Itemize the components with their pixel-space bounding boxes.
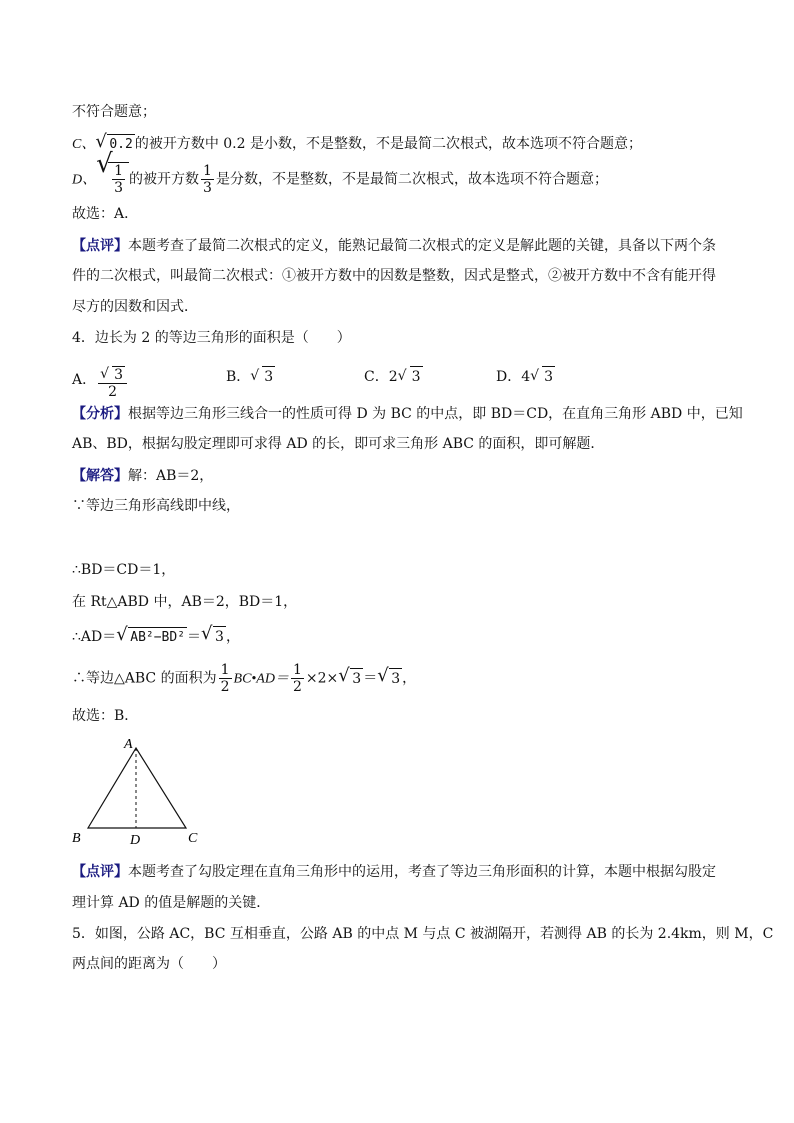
text-line (72, 266, 716, 286)
fraction: √ 3 2 (98, 366, 127, 400)
numerator: 1 (203, 163, 212, 179)
text: ∴AD＝ (72, 629, 117, 645)
radicand: 0.2 (107, 134, 134, 155)
text-line (72, 496, 240, 516)
numerator: 1 (220, 662, 230, 678)
text: ×2× (305, 670, 339, 687)
text: ∴等边△ABC 的面积为 (72, 670, 217, 687)
text: 件的二次根式，叫最简二次根式：①被开方数中的因数是整数，因式是整式，②被开方数中不含有能开得 (72, 268, 716, 284)
text-line: ∴AD＝ √ AB²−BD² ＝ √ 3 ， (72, 626, 240, 648)
denominator: 2 (108, 384, 118, 400)
text-line (72, 466, 213, 486)
text: 4．边长为 2 的等边三角形的面积是（ ） (72, 330, 351, 346)
coefficient: 4 (521, 369, 531, 385)
answer-tag: 【解答】 (72, 468, 128, 484)
denominator: 3 (203, 180, 212, 196)
text: 尽方的因数和因式． (72, 299, 198, 315)
text: 不符合题意； (72, 104, 156, 120)
option-label: B． (226, 369, 251, 385)
label-d: D (130, 833, 141, 846)
radicand: AB²−BD² (128, 627, 187, 648)
text-line (72, 149, 608, 196)
text: ∵等边三角形高线即中线， (72, 498, 240, 514)
text: 故选：A． (72, 206, 139, 222)
text-line: ∴等边△ABC 的面积为 $\frac{1}{2}$ BC•AD＝ $\frac{1}{2}$ ×2× √ 3 ＝ √ 3 ， (72, 662, 417, 695)
option-label: C． (364, 369, 389, 385)
denominator: 3 (114, 180, 124, 196)
radicand: 3 (389, 668, 402, 689)
question-5 (72, 924, 773, 944)
option-label: C、 (72, 137, 96, 152)
triangle-abc (88, 748, 186, 828)
text: 的被开方数中 0.2 是小数，不是整数，不是最简二次根式，故本选项不符合题意； (134, 136, 642, 152)
radical: √ $\frac{1}{3}$ (96, 162, 129, 196)
text: 5．如图，公路 AC，BC 互相垂直，公路 AB 的中点 M 与点 C 被湖隔开，若测得 AB 的长为 2.4km，则 M，C (72, 926, 774, 942)
text: 本题考查了最简二次根式的定义，能熟记最简二次根式的定义是解此题的关键，具备以下两个条 (128, 238, 716, 254)
option-label: A． (72, 372, 97, 388)
option-c: C．2 √ 3 (364, 368, 421, 385)
text-line (72, 706, 138, 726)
label-b: B (72, 831, 81, 846)
text: ＝ (187, 629, 202, 645)
fraction (112, 163, 125, 196)
radicand: 3 (410, 366, 423, 387)
option-label: D、 (72, 172, 97, 188)
text: 故选：B． (72, 708, 139, 724)
text-line (72, 592, 297, 612)
text: AB、BD，根据勾股定理即可求得 AD 的长，即可求三角形 ABC 的面积，即可解题． (72, 436, 605, 452)
text: ＝ (363, 670, 378, 687)
denominator: 2 (220, 679, 230, 695)
radicand: 3 (114, 367, 124, 383)
text-line (72, 434, 604, 454)
analysis-tag: 【分析】 (72, 406, 128, 422)
text-line (72, 404, 743, 424)
question-4 (72, 328, 351, 348)
text-line (72, 102, 156, 122)
text-line (72, 893, 270, 913)
text-line (72, 297, 198, 317)
fraction (291, 662, 304, 695)
text: BC•AD＝ (233, 671, 289, 687)
text-line (72, 560, 175, 580)
text: 两点间的距离为（ ） (72, 956, 226, 972)
triangle-figure (70, 736, 210, 846)
numerator: 1 (292, 662, 302, 678)
text: 的被开方数 (129, 171, 200, 188)
q4-options (72, 358, 722, 400)
radicand: 3 (213, 626, 226, 647)
text-line (72, 954, 226, 974)
label-c: C (188, 831, 198, 846)
radicand: 3 (350, 668, 363, 689)
text: 解：AB＝2， (128, 468, 214, 484)
radicand: 3 (542, 366, 555, 387)
option-label: D． (496, 369, 522, 385)
text-line (72, 204, 138, 224)
review-tag: 【点评】 (72, 864, 128, 880)
fraction (219, 662, 232, 695)
option-a (72, 366, 129, 400)
radicand: 3 (262, 366, 275, 387)
coefficient: 2 (388, 369, 398, 385)
label-a: A (124, 737, 133, 752)
text-line (72, 862, 716, 882)
text: ， (225, 629, 240, 645)
radical: √ 0.2 (95, 134, 134, 155)
text: 理计算 AD 的值是解题的关键． (72, 895, 271, 911)
text: 根据等边三角形三线合一的性质可得 D 为 BC 的中点，即 BD＝CD，在直角三角形 ABD 中，已知 (128, 406, 743, 422)
fraction (201, 163, 214, 196)
text: ， (402, 670, 417, 687)
text: 在 Rt△ABD 中，AB＝2，BD＝1， (72, 594, 298, 610)
text-line (72, 131, 642, 155)
option-d: D．4 √ 3 (496, 368, 554, 385)
numerator: 1 (114, 163, 124, 179)
option-b: B． √ 3 (226, 368, 274, 385)
text-line (72, 236, 716, 256)
review-tag: 【点评】 (72, 238, 128, 254)
text: ∴BD＝CD＝1， (72, 562, 176, 578)
text: 是分数，不是整数，不是最简二次根式，故本选项不符合题意； (215, 171, 608, 188)
text: 本题考查了勾股定理在直角三角形中的运用，考查了等边三角形面积的计算，本题中根据勾股定 (128, 864, 716, 880)
denominator: 2 (292, 679, 302, 695)
